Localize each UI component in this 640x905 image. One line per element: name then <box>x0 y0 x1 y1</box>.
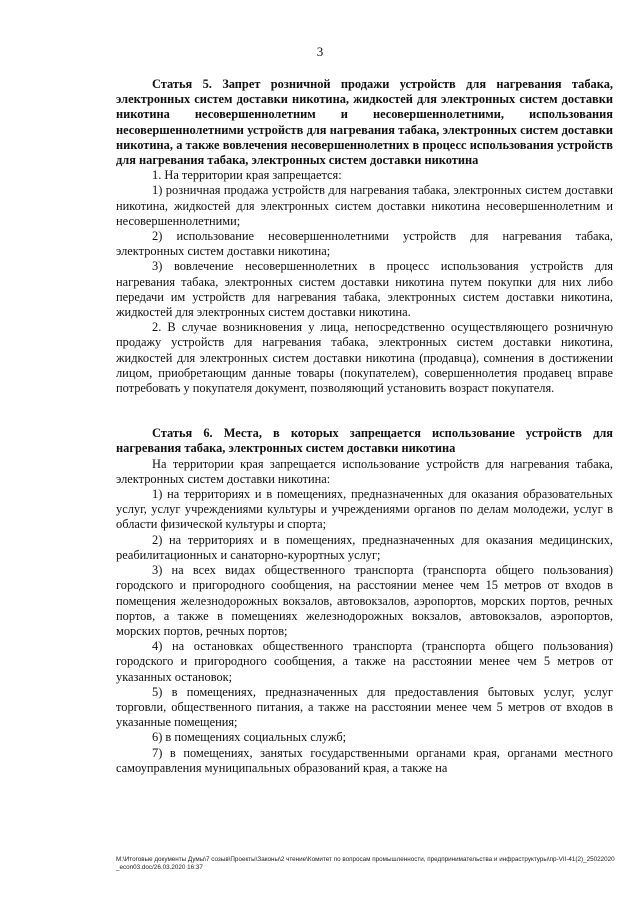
article-5-heading: Статья 5. Запрет розничной продажи устройств для нагревания табака, электронных систем доставки никотина, жидкостей для электронных систем доставки никотина несовершеннолетним и несовершеннолетними, использования несовершеннолетними устройств для нагревания табака, электронных систем доставки никотина, а также вовлечения несовершеннолетних в процесс использования устройств для нагревания табака, электронных систем доставки никотина <box>116 77 613 168</box>
article-6-paragraph: 2) на территориях и в помещениях, предназначенных для оказания медицинских, реабилитационных и санаторно-курортных услуг; <box>116 532 613 562</box>
article-5-paragraph: 2) использование несовершеннолетними устройств для нагревания табака, электронных систем доставки никотина; <box>116 229 613 259</box>
file-path-footer: М:\Итоговые документы Думы\7 созыв\Проекты\Законы\2 чтение\Комитет по вопросам промышленности, предпринимательства и инфраструктуры\пр-VII-41(2)_25022020_econ03.doc/26.03.2020 16:37 <box>116 856 615 871</box>
section-spacer <box>116 411 613 426</box>
article-6-paragraph: 6) в помещениях социальных служб; <box>152 730 347 745</box>
article-5-paragraph: 1. На территории края запрещается: <box>152 168 342 183</box>
article-6-paragraph: 4) на остановках общественного транспорта (транспорта общего пользования) городского и пригородного сообщения, а также на расстоянии менее чем 5 метров от указанных остановок; <box>116 639 613 684</box>
article-6-paragraph: На территории края запрещается использование устройств для нагревания табака, электронных систем доставки никотина: <box>116 456 613 486</box>
article-5-paragraph: 3) вовлечение несовершеннолетних в процесс использования устройств для нагревания табака, электронных систем доставки никотина путем покупки для них либо передачи им устройств для нагревания табака, электронных систем доставки никотина, жидкостей для электронных систем доставки никотина. <box>116 259 613 320</box>
page-number: 3 <box>316 44 324 59</box>
article-6-paragraph: 3) на всех видах общественного транспорта (транспорта общего пользования) городского и пригородного сообщения, на расстоянии менее чем 15 метров от входов в помещения железнодорожных вокзалов, автовокзалов, аэропортов, морских портов, речных портов, а также в помещениях железнодорожных вокзалов, автовокзалов, аэропортов, морских портов, речных портов; <box>116 563 613 638</box>
section-spacer <box>116 396 613 411</box>
article-6-heading: Статья 6. Места, в которых запрещается использование устройств для нагревания табака, электронных систем доставки никотина <box>116 426 613 456</box>
document-body <box>116 77 613 776</box>
article-6-paragraph: 1) на территориях и в помещениях, предназначенных для оказания образовательных услуг, услуг учреждениями культуры и учреждениями органов по делам молодежи, услуг в области физической культуры и спорта; <box>116 487 613 532</box>
article-6-paragraph: 5) в помещениях, предназначенных для предоставления бытовых услуг, услуг торговли, общественного питания, а также на расстоянии менее чем 5 метров от входов в указанные помещения; <box>116 684 613 730</box>
article-5-paragraph: 2. В случае возникновения у лица, непосредственно осуществляющего розничную продажу устройств для нагревания табака, электронных систем доставки никотина, жидкостей для электронных систем доставки никотина (продавца), сомнения в достижении лицом, приобретающим данные товары (покупателем), совершеннолетия продавец вправе потребовать у покупателя документ, позволяющий установить возраст покупателя. <box>116 320 613 396</box>
article-5-paragraph: 1) розничная продажа устройств для нагревания табака, электронных систем доставки никотина, жидкостей для электронных систем доставки никотина несовершеннолетним и несовершеннолетними; <box>116 183 613 228</box>
article-6-paragraph: 7) в помещениях, занятых государственными органами края, органами местного самоуправления муниципальных образований края, а также на <box>116 745 613 775</box>
